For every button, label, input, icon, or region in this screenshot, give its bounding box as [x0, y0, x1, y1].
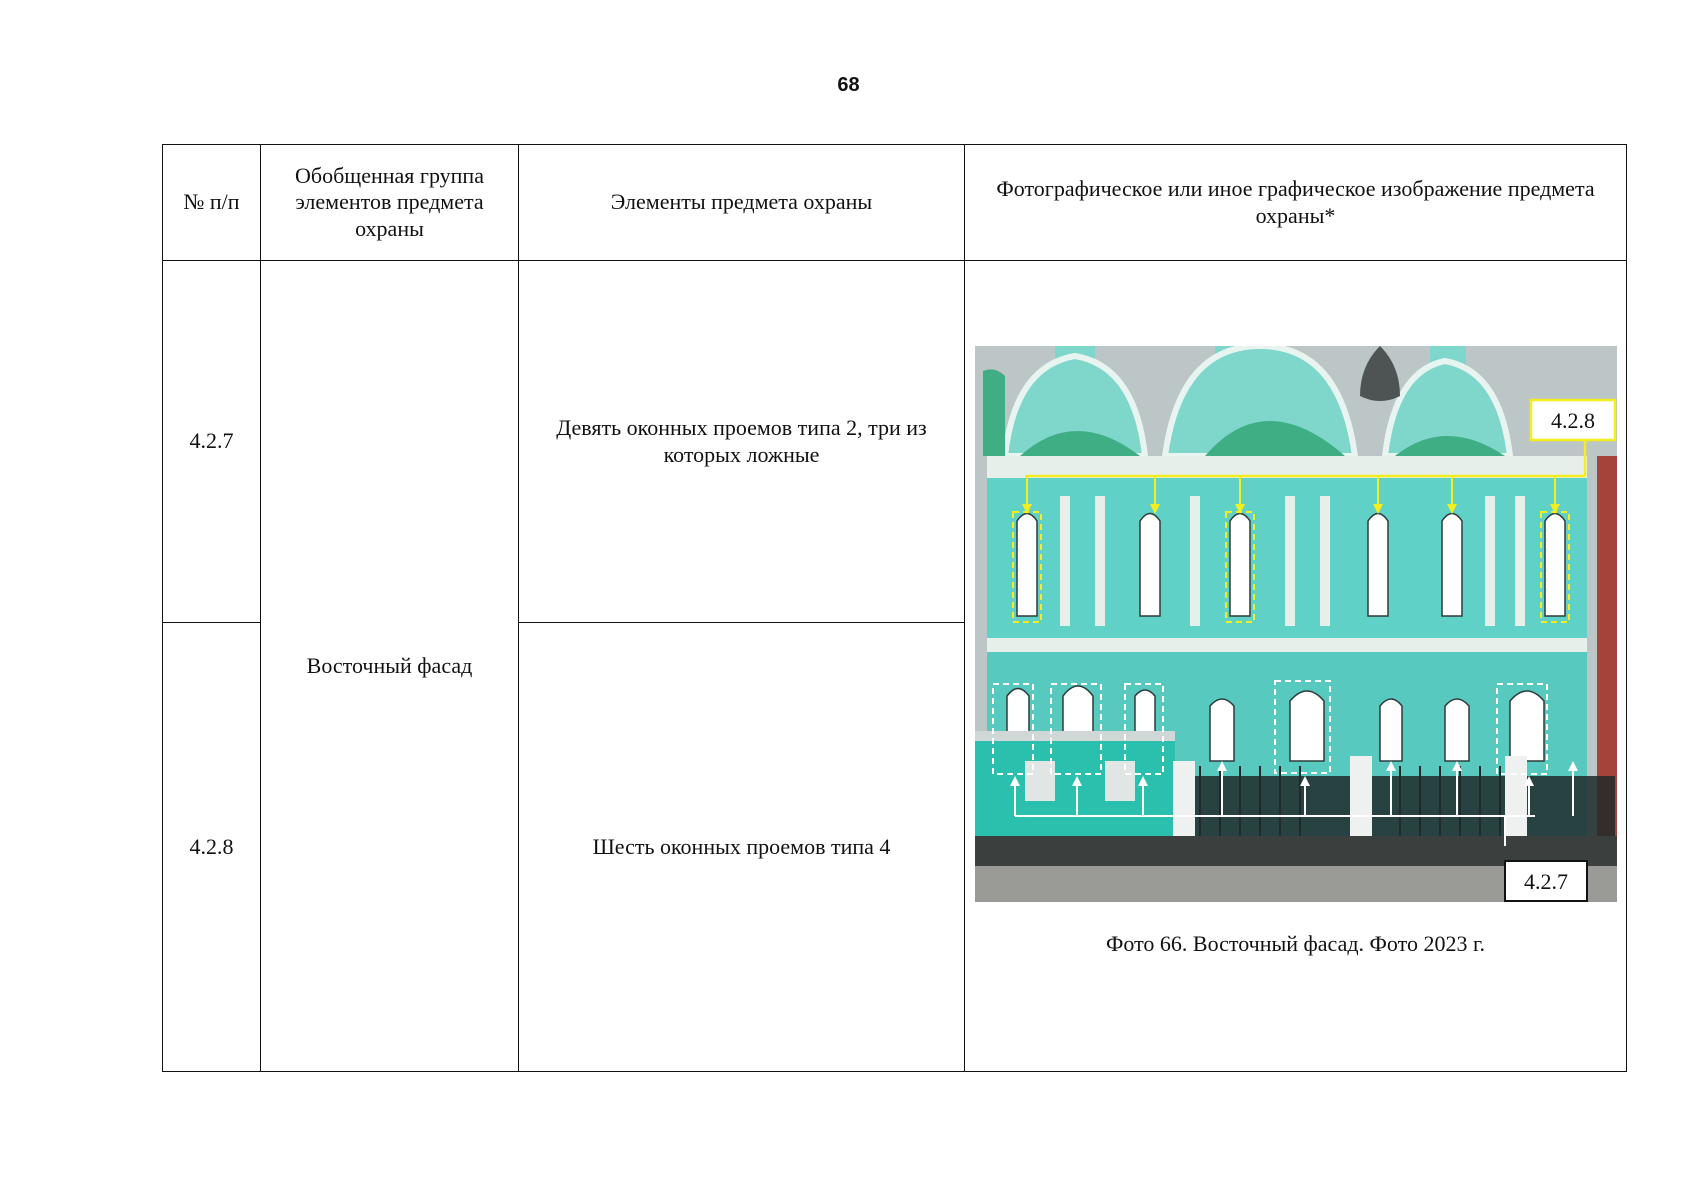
row-elements: Девять оконных проемов типа 2, три из которых ложные: [519, 261, 965, 623]
row-number: 4.2.7: [163, 261, 261, 623]
photo-caption: Фото 66. Восточный фасад. Фото 2023 г.: [1105, 931, 1486, 956]
row-number: 4.2.8: [163, 623, 261, 1072]
page-number: 68: [837, 74, 860, 96]
table-header-row: [163, 145, 1627, 261]
header-number: № п/п: [163, 145, 261, 261]
photo-cell: [965, 261, 1627, 1072]
header-elements: Элементы предмета охраны: [519, 145, 965, 261]
marker-label-bottom: 4.2.7: [1524, 869, 1568, 894]
marker-label-top: 4.2.8: [1551, 408, 1595, 433]
header-image: Фотографическое или иное графическое изображение предмета охраны*: [965, 145, 1627, 261]
table-row: [163, 261, 1627, 623]
header-group: Обобщенная группа элементов предмета охраны: [261, 145, 519, 261]
row-elements: Шесть оконных проемов типа 4: [519, 623, 965, 1072]
protection-subject-table: [162, 144, 1627, 1072]
east-facade-photo: [975, 346, 1617, 902]
group-cell: Восточный фасад: [261, 261, 519, 1072]
